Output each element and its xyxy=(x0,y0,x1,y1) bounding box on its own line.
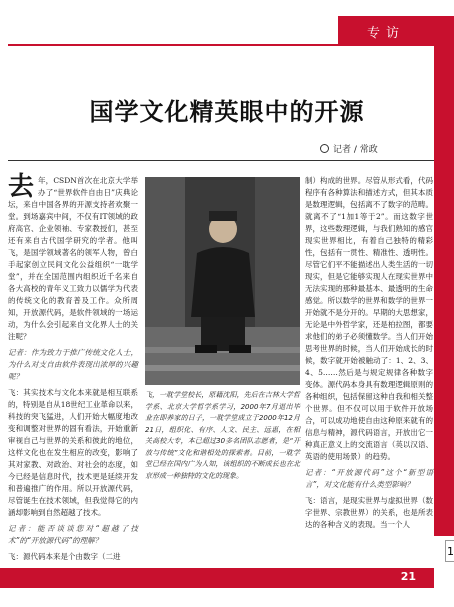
column-left xyxy=(8,172,138,567)
article-title: 国学文化精英眼中的开源 xyxy=(89,98,365,126)
circle-icon xyxy=(320,144,329,153)
portrait-illustration xyxy=(145,177,300,385)
portrait-photo xyxy=(145,177,300,385)
question: 记者：“开放源代码”这个“新型语言”，对文化能有什么类型影响？ xyxy=(305,468,433,489)
paragraph-text: 年，CSDN首次在北京大学举办了“世界软件自由日”庆典论坛，来自中国各界的开源支持者欢聚一堂。到场嘉宾中间，不仅有IT领域的政府高官、企业领袖、专家教授们，甚至还有来自古代国学研究的学者。他叫飞，是国学领域著名的领军人物，曾白手起家创立民间文化公益组织“一耽学堂”，并在全国范围内组织近千名来自各大高校的青年义工致力以儒学为代表的传统文化的教育普及工作。众所周知，开放源代码，是软件领域的一场运动，为什么会引起来自文化界人士的关注呢？ xyxy=(8,176,138,341)
paragraph: 飞：其实技术与文化本来就是相互联系的，特别是自从18世纪工业革命以来，科技的突飞猛进，人们开始大幅度地改变和调整对世界的固有看法，开始重新审视自己与世界的关系和彼此的地位，这样文化也在发生相应的改变，影响了其对家教、对政治、对社会的态度，如今已经是信息时代，技术更是延续开发和普遍推广的作用。所以开放源代码，尽管诞生在技术领域，但我觉得它的内涵却影响到自然超越了技术。 xyxy=(8,388,138,517)
paragraph xyxy=(8,172,138,343)
footer-bar xyxy=(0,568,434,588)
question: 记者：作为致力于推广传统文化人士，为什么对支自由软件表现出浓厚的兴趣呢？ xyxy=(8,348,138,381)
paragraph: 飞：源代码本来是个由数字（二进 xyxy=(8,552,121,561)
header-rule xyxy=(8,44,426,46)
section-label: 专访 xyxy=(338,16,434,46)
page-number: 21 xyxy=(400,570,416,583)
paragraph: 制）构成的世界。尽管从形式看，代码程序有各种算法和描述方式，但其本质是数理逻辑，包括离不了数字的范畴。就离不了“1加1等于2”。而这数字世界，这些数理逻辑，与我们熟知的感官现实世界相比，有着自己独特的精彩性，包括有一贯性、精准性、透明性。尽管它们平不能描述出人类生活的一切现实，但是它能够实现人在现实世界中无法实现的那种最基本、最透明的生命感觉。所以数学的世界和数学的世界一开始就不是分开的。早期的大思想家，无论是中外哲学家，还是柏拉图，都要求他们的弟子必须懂数学。当人们开始思考世界的时候，当人们开始成长的时候，数字就开始被触动了：1、2、3、4、5……然后是与规定规律各种数字变体。源代码本身具有数理逻辑原则的各种组织，包括保留这种自我和相关整个世界。但不仅可以用于软件开放场合，可以成功地使自由这种原来就有的信息与精神，源代码语言，开放出它一种真正意义上的交流语言（英以汉语、英语的使用场景）的趋势。 xyxy=(305,176,433,461)
drop-cap: 去 xyxy=(8,172,35,202)
photo-caption: 飞，一耽学堂校长，原籍沈阳，先后在吉林大学哲学系、北京大学哲学系学习，2000年7月退出毕业在即养家的日子，一耽学堂成立于2000年12月21日，组织化、有序、人文、民主、远惠，在相关高校大专，本已超过30多名团队志愿者，是“开放与传统”文化和谐相处的探索者。目前，一耽学堂已经在国内广为人知，该组织的不断成长也在北京形成一种独特的文化的现象。 xyxy=(145,391,300,480)
byline-text: 记者 / 常政 xyxy=(333,145,378,155)
title-rule xyxy=(8,160,434,161)
question: 记者：能否谈谈您对“超越了技术”的“开放源代码”的理解？ xyxy=(8,524,138,545)
byline xyxy=(320,142,378,155)
paragraph: 飞：语言，是现实世界与虚拟世界（数字世界、宗教世界）的关系，也是所表达的各种含义的表现。当一个人 xyxy=(305,496,433,529)
side-marker: 1 xyxy=(445,540,454,562)
column-right xyxy=(305,175,433,535)
